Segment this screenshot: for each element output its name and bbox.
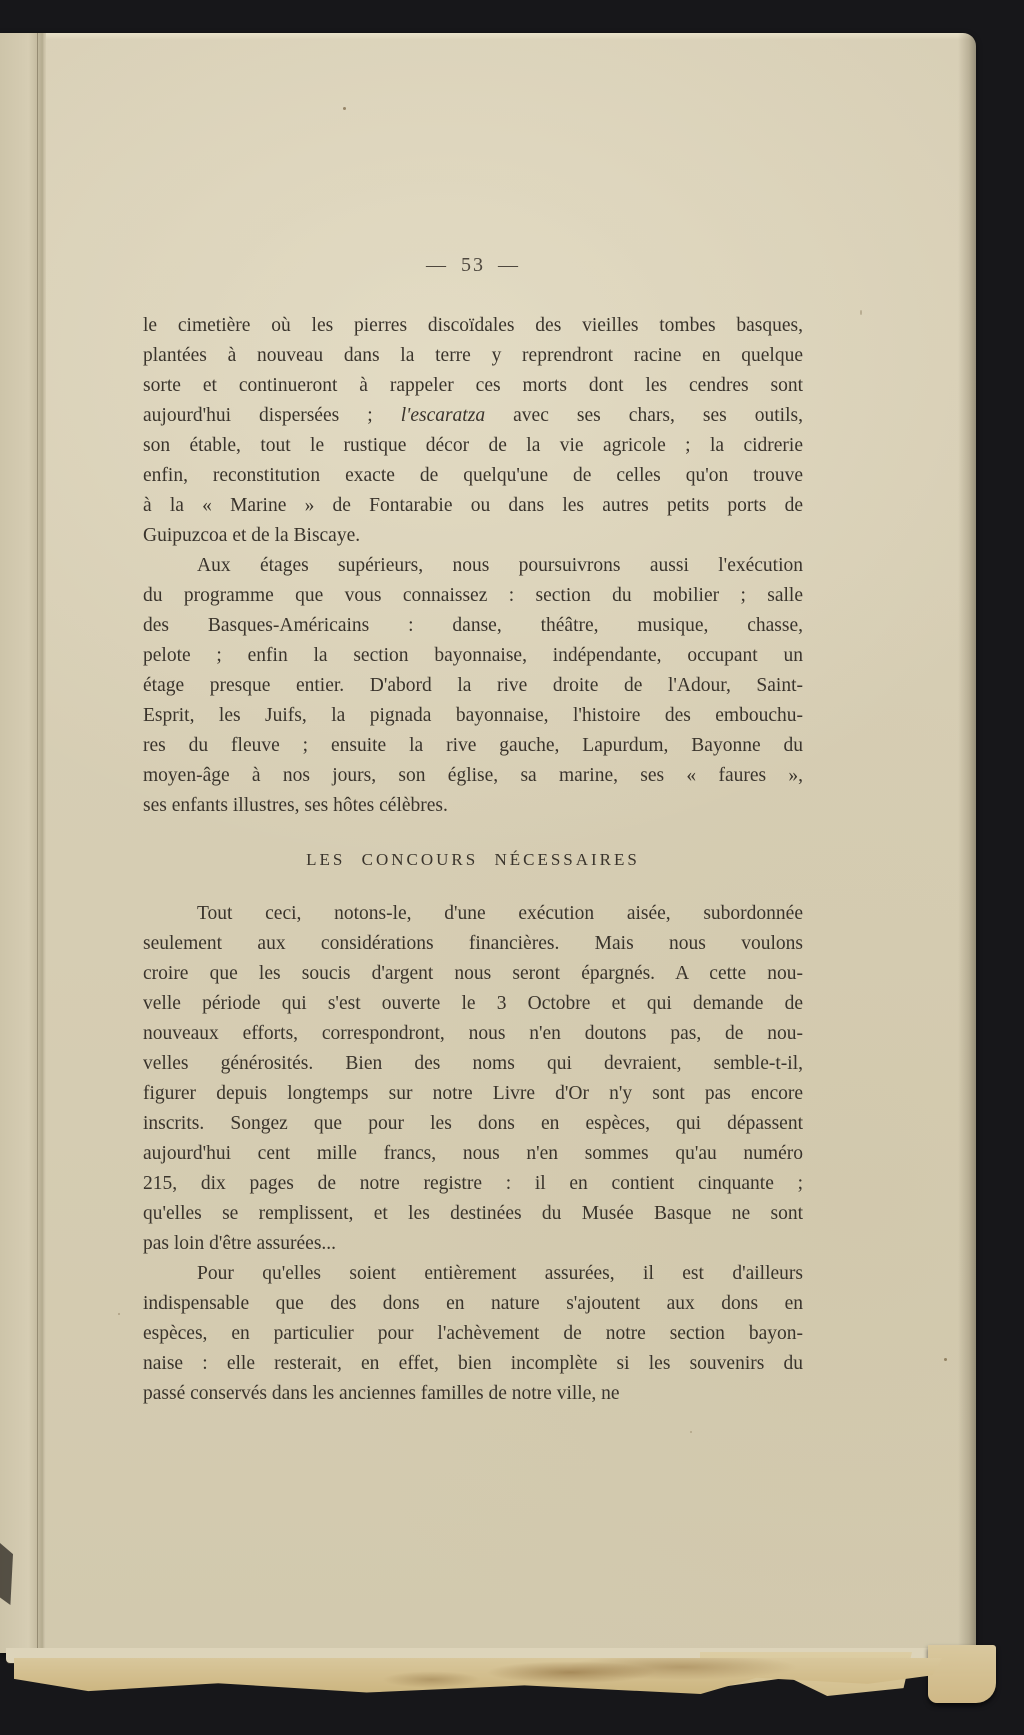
text-line: plantées à nouveau dans la terre y reprendront racine en quelque <box>143 345 803 366</box>
text-line: enfin, reconstitution exacte de quelqu'une de celles qu'on trouve <box>143 465 803 486</box>
stacked-page-edge-stained <box>14 1658 942 1694</box>
text-line: Guipuzcoa et de la Biscaye. <box>143 525 361 546</box>
text-line: seulement aux considérations financières. Mais nous voulons <box>143 933 803 954</box>
text-line: aujourd'hui dispersées ; l'escaratza avec ses chars, ses outils, <box>143 405 803 426</box>
text-line: Esprit, les Juifs, la pignada bayonnaise, l'histoire des embouchu- <box>143 705 803 726</box>
page-number: — 53 — <box>426 254 520 276</box>
paragraph-etages-superieurs <box>143 551 803 821</box>
text-line: passé conservés dans les anciennes familles de notre ville, ne <box>143 1383 620 1404</box>
text-line: à la « Marine » de Fontarabie ou dans les autres petits ports de <box>143 495 803 516</box>
paper-speck <box>690 1431 692 1433</box>
text-line: son étable, tout le rustique décor de la vie agricole ; la cidrerie <box>143 435 803 456</box>
text-line: étage presque entier. D'abord la rive droite de l'Adour, Saint- <box>143 675 803 696</box>
text-line: inscrits. Songez que pour les dons en espèces, qui dépassent <box>143 1113 803 1134</box>
text-line: pas loin d'être assurées... <box>143 1233 337 1254</box>
text-line: sorte et continueront à rappeler ces morts dont les cendres sont <box>143 375 803 396</box>
page-gutter-shading <box>0 33 46 1653</box>
text-line: pelote ; enfin la section bayonnaise, indépendante, occupant un <box>143 645 803 666</box>
paragraph-tout-ceci <box>143 899 803 1259</box>
text-line: aujourd'hui cent mille francs, nous n'en sommes qu'au numéro <box>143 1143 803 1164</box>
text-line: le cimetière où les pierres discoïdales des vieilles tombes basques, <box>143 315 803 336</box>
text-line: qu'elles se remplissent, et les destinées du Musée Basque ne sont <box>143 1203 803 1224</box>
text-line: naise : elle resterait, en effet, bien incomplète si les souvenirs du <box>143 1353 803 1374</box>
section-heading: LES CONCOURS NÉCESSAIRES <box>306 850 640 869</box>
stacked-page-edge-corner <box>928 1645 996 1703</box>
paper-speck <box>860 310 862 315</box>
text-line: moyen-âge à nos jours, son église, sa marine, ses « faures », <box>143 765 803 786</box>
text-line: ses enfants illustres, ses hôtes célèbres. <box>143 795 448 816</box>
text-line: figurer depuis longtemps sur notre Livre d'Or n'y sont pas encore <box>143 1083 803 1104</box>
italic-term: l'escaratza <box>400 405 486 426</box>
paragraph-cimetiere <box>143 311 803 551</box>
text-line: indispensable que des dons en nature s'ajoutent aux dons en <box>143 1293 803 1314</box>
text-line: du programme que vous connaissez : section du mobilier ; salle <box>143 585 803 606</box>
paper-speck <box>343 107 346 110</box>
page-text-column <box>143 311 803 1409</box>
text-line: nouveaux efforts, correspondront, nous n'en doutons pas, de nou- <box>143 1023 803 1044</box>
text-line: 215, dix pages de notre registre : il en contient cinquante ; <box>143 1173 803 1194</box>
text-line: velle période qui s'est ouverte le 3 Octobre et qui demande de <box>143 993 803 1014</box>
text-line: res du fleuve ; ensuite la rive gauche, Lapurdum, Bayonne du <box>143 735 803 756</box>
paragraph-pour-quelles <box>143 1259 803 1409</box>
gutter-crease-line <box>37 33 38 1653</box>
text-line: Tout ceci, notons-le, d'une exécution aisée, subordonnée <box>197 903 803 924</box>
text-line: Aux étages supérieurs, nous poursuivrons aussi l'exécution <box>197 555 803 576</box>
paper-speck <box>118 1313 120 1315</box>
text-line: espèces, en particulier pour l'achèvement de notre section bayon- <box>143 1323 803 1344</box>
text-line: croire que les soucis d'argent nous seront épargnés. A cette nou- <box>143 963 803 984</box>
paper-speck <box>944 1358 947 1361</box>
text-line: Pour qu'elles soient entièrement assurées, il est d'ailleurs <box>197 1263 803 1284</box>
text-line: des Basques-Américains : danse, théâtre, musique, chasse, <box>143 615 803 636</box>
scanned-book-page <box>0 33 976 1653</box>
text-line: velles générosités. Bien des noms qui devraient, semble-t-il, <box>143 1053 803 1074</box>
